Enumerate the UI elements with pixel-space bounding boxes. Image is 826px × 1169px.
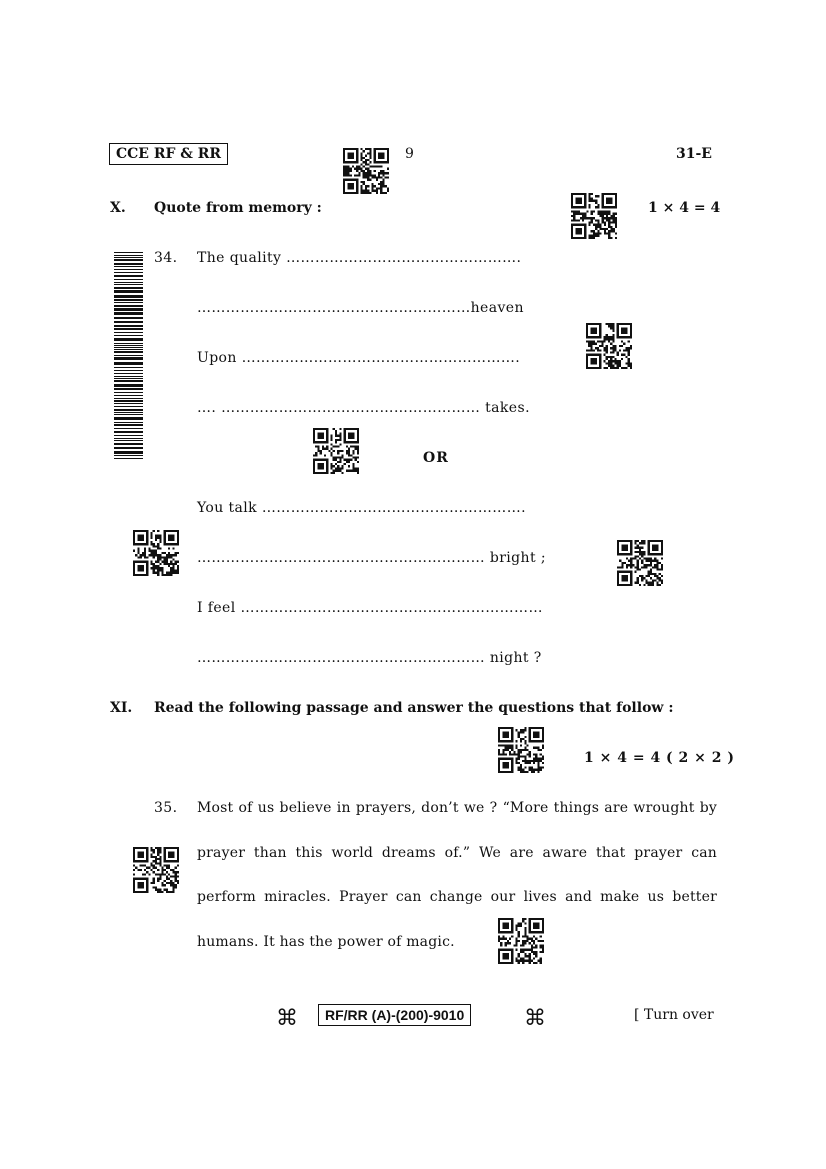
footer-code-box: RF/RR (A)-(200)-9010 xyxy=(318,1004,471,1026)
alt-quote-line-1: You talk ………………………………………………. xyxy=(197,500,526,516)
question-35-number: 35. xyxy=(154,800,178,816)
section-xi-marks: 1 × 4 = 4 ( 2 × 2 ) xyxy=(584,750,735,766)
quote-line-2: …………………………………………………heaven xyxy=(197,300,524,316)
qr-code-icon xyxy=(313,428,359,474)
page-number: 9 xyxy=(405,146,414,162)
footer-symbol-left: ⌘ xyxy=(276,1006,298,1031)
section-x-marks: 1 × 4 = 4 xyxy=(648,200,721,216)
question-34-number: 34. xyxy=(154,250,178,266)
qr-code-icon xyxy=(617,540,663,586)
qr-code-icon xyxy=(133,530,179,576)
qr-code-icon xyxy=(343,148,389,194)
alt-quote-line-2: …………………………………………………… bright ; xyxy=(197,550,546,566)
qr-code-icon xyxy=(498,727,544,773)
or-label: OR xyxy=(423,450,449,466)
header-code-box: CCE RF & RR xyxy=(109,143,228,165)
section-xi-title: Read the following passage and answer the questions that follow : xyxy=(154,700,674,716)
footer-symbol-right: ⌘ xyxy=(524,1006,546,1031)
qr-code-icon xyxy=(586,323,632,369)
section-x-number: X. xyxy=(110,200,126,216)
quote-line-1: The quality …………………………………………. xyxy=(197,250,522,266)
section-x-title: Quote from memory : xyxy=(154,200,322,216)
turn-over-label: [ Turn over xyxy=(634,1007,714,1023)
section-xi-number: XI. xyxy=(110,700,133,716)
quote-line-4: …. ……………………………………………… takes. xyxy=(197,400,530,416)
alt-quote-line-4: …………………………………………………… night ? xyxy=(197,650,542,666)
alt-quote-line-3: I feel ……………………………………………………… xyxy=(197,600,543,616)
paper-code: 31-E xyxy=(676,146,712,162)
quote-line-3: Upon …………………………………………………. xyxy=(197,350,521,366)
qr-code-icon xyxy=(571,193,617,239)
question-35-passage: Most of us believe in prayers, don’t we ? “More things are wrought by prayer than this world dreams of.” We are aware that prayer can perform miracles. Prayer can change our lives and make us better humans. It has the power of magic. xyxy=(197,800,717,950)
barcode-icon xyxy=(114,252,143,462)
qr-code-icon xyxy=(498,918,544,964)
qr-code-icon xyxy=(133,847,179,893)
